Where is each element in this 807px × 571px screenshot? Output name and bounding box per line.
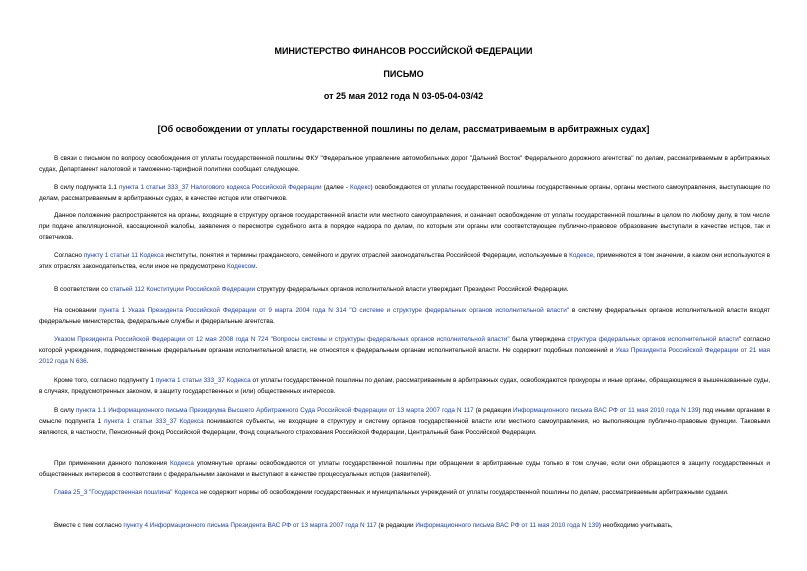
paragraph-text: упомянутые органы освобождаются от уплаты государственной пошлины при обращении в арбитражные суды только в том случае, если они обращаются в защиту государственных и общественных интересов в соответствии с федеральными законами и выступают в качестве процессуальных истцов (заявителей). bbox=[39, 460, 770, 478]
paragraph-2 bbox=[39, 182, 770, 204]
legal-reference-link[interactable]: Указом Президента Российской Федерации от 12 мая 2008 года N 724 "Вопросы системы и структуры федеральных органов исполнительной власти" bbox=[54, 336, 510, 343]
legal-reference-link[interactable]: пункта 1 Указа Президента Российской Федерации от 9 марта 2004 года N 314 "О системе и структуре федеральных органов исполнительной власти" bbox=[99, 307, 570, 314]
legal-reference-link[interactable]: Кодексе bbox=[569, 252, 594, 259]
paragraph-12 bbox=[39, 520, 770, 531]
legal-reference-link[interactable]: пункта 1.1 Информационного письма Президиума Высшего Арбитражного Суда Российской Федерации от 13 марта 2007 года N 117 bbox=[75, 407, 474, 414]
paragraph-text: институты, понятия и термины гражданского, семейного и других отраслей законодательства Российской Федерации, используемые в bbox=[163, 252, 570, 259]
paragraph-text: Кроме того, согласно подпункту 1 bbox=[54, 377, 156, 384]
paragraph-11 bbox=[39, 487, 770, 498]
legal-reference-link[interactable]: пункту 1 статьи 11 Кодекса bbox=[83, 252, 164, 259]
paragraph-text: Вместе с тем согласно bbox=[54, 522, 124, 529]
paragraph-text: (в редакции bbox=[473, 407, 514, 414]
paragraph-text: " согласно которой учреждения, подведомственные федеральным органам исполнительной власти, не относятся к федеральным органам исполнительной власти. Не содержит подобных положений и bbox=[39, 336, 771, 354]
paragraph-10 bbox=[39, 458, 770, 480]
paragraph-text: Данное положение распространяется на органы, входящие в структуру органов государственной власти или местного самоуправления, и означает освобождение от уплаты государственной пошлины в целом по любому делу, в том числе при подаче апелляционной, кассационной жалобы, заявления о пересмотре судебного акта в порядке надзора по делам, по которым эти органы или соответствующее публично-правовое образование выступали в качестве истцов, так и ответчиков. bbox=[39, 212, 770, 241]
paragraph-text: понимаются субъекты, не входящие в структуру и систему органов государственной власти или местного самоуправления, но выполняющие публично-правовые функции. Таковыми являются, в частности, Пенсионный фонд Российской Федерации, Фонд социального страхования Российской Федерации, Центральный банк Российской Федерации. bbox=[39, 418, 770, 436]
paragraph-text: от уплаты государственной пошлины по делам, рассматриваемым в арбитражных судах, освобождаются прокуроры и иные органы, обращающиеся в вышеназванные суды, в случаях, предусмотренных законом, в защиту государственных и (или) общественных интересов. bbox=[39, 377, 770, 395]
paragraph-text: (в редакции bbox=[376, 522, 416, 529]
document-date-number: от 25 мая 2012 года N 03-05-04-03/42 bbox=[323, 91, 484, 101]
legal-reference-link[interactable]: Кодекс bbox=[350, 184, 371, 191]
paragraph-text: В силу подпункта 1.1 bbox=[54, 184, 119, 191]
legal-reference-link[interactable]: Кодекса bbox=[169, 460, 194, 467]
paragraph-text: (далее - bbox=[321, 184, 351, 191]
paragraph-text: В связи с письмом по вопросу освобождения от уплаты государственной пошлины ФКУ "Федеральное управление автомобильных дорог "Дальний Восток" Федерального дорожного агентства" по делам, рассматриваемым в арбитражных судах, Департамент налоговой и таможенно-тарифной политики сообщает следующее. bbox=[39, 155, 770, 173]
paragraph-8 bbox=[39, 375, 770, 397]
document-subject: [Об освобождении от уплаты государственной пошлины по делам, рассматриваемым в арбитражных судах] bbox=[157, 124, 650, 134]
legal-reference-link[interactable]: статьей 112 Конституции Российской Федерации bbox=[109, 286, 256, 293]
paragraph-text: не содержит нормы об освобождении государственных и муниципальных учреждений от уплаты государственной пошлины по делам, рассматриваемым арбитражными судами. bbox=[198, 489, 729, 496]
paragraph-text: была утверждена bbox=[509, 336, 568, 343]
paragraph-text: , применяются в том значении, в каком они используются в этих отраслях законодательства, если иное не предусмотрено bbox=[39, 252, 770, 270]
paragraph-text: ) необходимо учитывать, bbox=[598, 522, 673, 529]
legal-reference-link[interactable]: Глава 25_3 "Государственная пошлина" Кодекса bbox=[54, 489, 199, 496]
document-type: ПИСЬМО bbox=[383, 69, 424, 79]
paragraph-1 bbox=[39, 153, 770, 175]
paragraph-text: . bbox=[86, 358, 89, 365]
legal-reference-link[interactable]: пункту 4 Информационного письма Президента ВАС РФ от 13 марта 2007 года N 117 bbox=[123, 522, 377, 529]
paragraph-5 bbox=[39, 284, 770, 295]
paragraph-9 bbox=[39, 405, 770, 438]
paragraph-text: . bbox=[255, 263, 258, 270]
legal-reference-link[interactable]: пункта 1 статьи 333_37 Кодекса bbox=[155, 377, 251, 384]
paragraph-text: ) освобождаются от уплаты государственной пошлины государственные органы, органы местного самоуправления, выступающие по делам, рассматриваемым в арбитражных судах, в качестве истцов или ответчиков. bbox=[39, 184, 770, 202]
paragraph-text: В силу bbox=[54, 407, 76, 414]
paragraph-text: ) под иными органами в смысле подпункта 1 bbox=[39, 407, 770, 425]
paragraph-6 bbox=[39, 305, 770, 327]
legal-reference-link[interactable]: пункта 1 статьи 333_37 Налогового кодекса Российской Федерации bbox=[119, 184, 322, 191]
paragraph-3 bbox=[39, 210, 770, 243]
legal-reference-link[interactable]: Информационного письма ВАС РФ от 11 мая 2010 года N 139 bbox=[513, 407, 699, 414]
legal-reference-link[interactable]: Информационного письма ВАС РФ от 11 мая 2010 года N 139 bbox=[415, 522, 599, 529]
paragraph-text: в систему федеральных органов исполнительной власти входят федеральные министерства, федеральные службы и федеральные агентства. bbox=[39, 307, 770, 325]
legal-reference-link[interactable]: пункта 1 статьи 333_37 Кодекса bbox=[104, 418, 204, 425]
paragraph-text: При применении данного положения bbox=[54, 460, 170, 467]
legal-reference-link[interactable]: Указ Президента Российской Федерации от 21 мая 2012 года N 636 bbox=[39, 347, 770, 365]
paragraph-4 bbox=[39, 250, 770, 272]
paragraph-text: В соответствии со bbox=[54, 286, 110, 293]
paragraph-text: На основании bbox=[54, 307, 100, 314]
ministry-title: МИНИСТЕРСТВО ФИНАНСОВ РОССИЙСКОЙ ФЕДЕРАЦИИ bbox=[274, 46, 533, 56]
paragraph-text: структуру федеральных органов исполнительной власти утверждает Президент Российской Федерации. bbox=[255, 286, 569, 293]
legal-reference-link[interactable]: Кодексом bbox=[227, 263, 256, 270]
paragraph-7 bbox=[39, 334, 770, 367]
paragraph-text: Согласно bbox=[54, 252, 84, 259]
legal-reference-link[interactable]: структура федеральных органов исполнительной власти bbox=[567, 336, 739, 343]
